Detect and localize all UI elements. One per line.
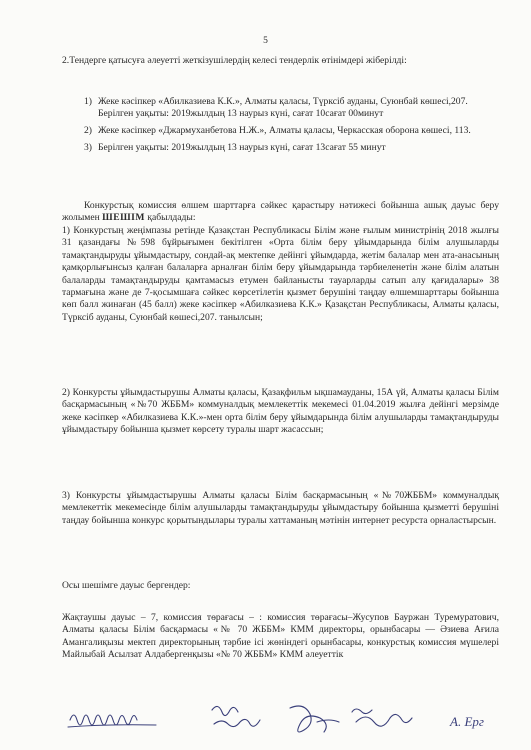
list-item-number: 3): [84, 142, 92, 154]
decision-keyword: ШЕШІМ: [102, 212, 145, 224]
votes-body: Жақтаушы дауыс – 7, комиссия төрағасы – : комиссия төрағасы–Жусупов Бауржан Туремуратович, Алматы қаласы Білім басқармасы «№ 70 ЖББМ» КММ директоры, орынбасары — Әзиева Ағила Амангалиқызы мектеп директорының тәрбие ісі жөніндегі орынбасары, конкурстық комиссия мүшелері Майлыбай Асылзат Алдабергенқызы «№ 70 ЖББМ» КММ әлеуеттік: [62, 612, 499, 661]
list-item: [84, 142, 499, 154]
signature-4-text: А. Ерг: [450, 714, 484, 729]
decision-intro-after: қабылдады:: [144, 212, 196, 224]
bid-time: Берілген уақыты: 2019жылдың 13 наурыз күні, сағат 10сағат 00минут: [98, 108, 384, 120]
decision-intro: [62, 200, 499, 225]
signature-2: [212, 706, 260, 726]
decision-intro-before: Конкурстық комиссия өлшем шарттарға сәйкес қарастыру нәтижесі бойынша ашық дауыс беру жолымен: [62, 200, 499, 224]
page-number: 5: [263, 36, 268, 46]
section2-heading: 2.Тендерге қатысуға әлеуетті жеткізушілердің келесі тендерлік өтінімдері жіберілді:: [62, 55, 407, 66]
list-item-number: 1): [84, 96, 92, 107]
signature-3: [290, 706, 339, 732]
bid-text: Жеке кәсіпкер «Джармуханбетова Н.Ж.», Алматы қаласы, Черкасская оборона көшесі, 113.: [98, 124, 471, 136]
decision-item-3: 3) Конкурсты ұйымдастырушы Алматы қаласы Білім басқармасының «№70ЖББМ» коммуналдық мемлекеттік мекемесінде білім алушыларды тамақтандыруды ұйымдастыру бойынша қызметті берушіні таңдау бойынша конкурс қорытындылары туралы хаттаманың мәтінін интернет ресурста орналастырсын.: [62, 490, 499, 526]
signature-1: [68, 715, 156, 727]
decision-item-1: 1) Конкурстың жеңімпазы ретінде Қазақстан Республикасы Білім және ғылым министрінің 2018 жылғы 31 қазандағы №598 бұйрығымен бекітілген «Орта білім беру ұйымдарында білім алушыларды тамақтандыруды ұйымдастыру, сондай-ақ мектепке дейінгі ұйымдарда, жетім балалар мен ата-анасының қамқорлығынсыз қалған балаларға арналған білім беру ұйымдарында тәрбиеленетін және білім алатын балаларды тамақтандыруды қамтамасыз етумен байланысты тауарларды сатып алу қағидалары» 38 тармағына және де 7-қосымшаға сәйкес көрсетілетін қызмет берушіні таңдау өлшемшарттары бойынша көп балл жинаған (45 балл) жеке кәсіпкер «Абилказиева К.К.» Қазақстан Республикасы, Алматы қаласы, Түрксіб ауданы, Суюнбай көшесі,207. танылсын;: [62, 225, 499, 323]
bid-text: Берілген уақыты: 2019жылдың 13 наурыз күні, сағат 13сағат 55 минут: [98, 142, 386, 154]
list-item: [84, 125, 499, 137]
signature-4: [352, 709, 412, 726]
bid-list: [84, 96, 499, 155]
votes-heading: Осы шешімге дауыс бергендер:: [62, 580, 191, 591]
signatures: [62, 700, 502, 736]
bid-text: Жеке кәсіпкер «Абилказиева К.К.», Алматы қаласы, Түрксіб ауданы, Суюнбай көшесі,207.: [98, 96, 468, 107]
list-item-number: 2): [84, 124, 92, 136]
decision-item-2: 2) Конкурсты ұйымдастырушы Алматы қаласы, Қазақфильм ықшамауданы, 15А үй, Алматы қаласы Білім басқармасының «№70 ЖББМ» коммуналдық мемлекеттік мекемесі 01.04.2019 жылға дейінгі мерзімде жеке кәсіпкер «Абилказиева К.К.»-мен орта білім беру ұйымдарында білім алушыларды тамақтандыруды ұйымдастыру бойынша қызмет көрсету туралы шарт жасассын;: [62, 387, 499, 436]
list-item: [84, 96, 499, 108]
